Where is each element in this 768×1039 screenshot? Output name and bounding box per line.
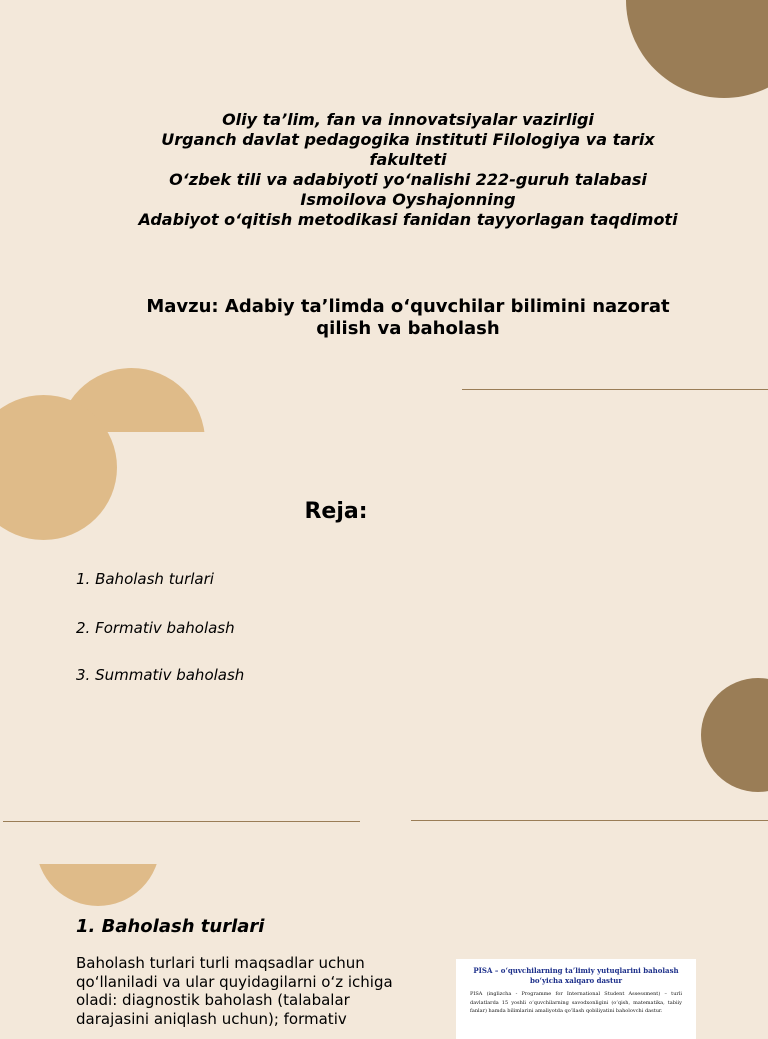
thumbnail-title: PISA – o‘quvchilarning ta’limiy yutuqlarini baholash bo‘yicha xalqaro dastur bbox=[473, 966, 679, 985]
topic-title: Mavzu: Adabiy ta’limda o‘quvchilar bilimini nazorat qilish va baholash bbox=[146, 296, 670, 339]
presentation-line: Adabiyot o‘qitish metodikasi fanidan tayyorlagan taqdimoti bbox=[138, 210, 678, 229]
section-heading: 1. Baholash turlari bbox=[76, 916, 265, 937]
decorative-circle-top-right bbox=[626, 0, 768, 98]
plan-item: 3. Summativ baholash bbox=[76, 666, 245, 684]
ministry-line: Oliy ta’lim, fan va innovatsiyalar vazirligi bbox=[222, 110, 594, 129]
institute-line: Urganch davlat pedagogika instituti Filologiya va tarix fakulteti bbox=[161, 130, 655, 169]
group-line: O‘zbek tili va adabiyoti yo‘nalishi 222-guruh talabasi bbox=[169, 170, 647, 189]
plan-item: 2. Formativ baholash bbox=[76, 619, 235, 637]
document-thumbnail bbox=[456, 959, 696, 1039]
student-name: Ismoilova Oyshajonning bbox=[300, 190, 516, 209]
section-body: Baholash turlari turli maqsadlar uchun qo‘llaniladi va ular quyidagilarni o‘z ichiga oladi: diagnostik baholash (talabalar darajasini aniqlash uchun); formativ bbox=[76, 954, 393, 1028]
plan-title: Reja: bbox=[304, 499, 368, 524]
plan-item: 1. Baholash turlari bbox=[76, 570, 214, 588]
decorative-circle-right bbox=[701, 678, 768, 792]
thumbnail-body: PISA (inglizcha - Programme for International Student Assessment) – turli davlatlarda 15 yoshli o‘quvchilarning savodxonligini (o‘qish, matematika, tabiiy fanlar) hamda bilimlarini amaliyotda qo‘llash qobiliyatini baholovchi dastur. bbox=[470, 991, 682, 1014]
divider-line bbox=[411, 820, 768, 821]
divider-line bbox=[462, 389, 768, 390]
divider-line bbox=[3, 821, 360, 822]
decorative-half-circle-bottom bbox=[36, 864, 160, 906]
title-block bbox=[130, 110, 686, 230]
